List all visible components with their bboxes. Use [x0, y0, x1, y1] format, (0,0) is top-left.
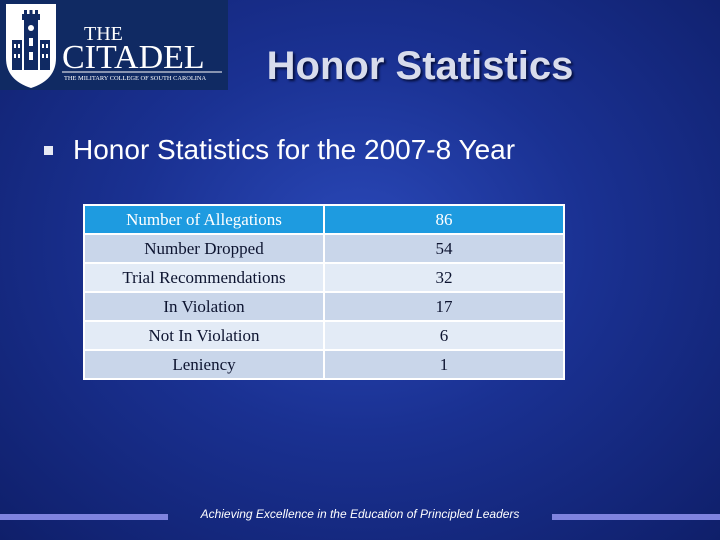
bullet-text: Honor Statistics for the 2007-8 Year — [73, 134, 516, 165]
footer-bar-right — [552, 514, 720, 520]
logo-tagline-text: THE MILITARY COLLEGE OF SOUTH CAROLINA — [64, 75, 207, 82]
stat-label: Trial Recommendations — [84, 263, 324, 292]
citadel-logo — [0, 0, 228, 90]
stat-value: 1 — [324, 350, 564, 379]
stat-value: 17 — [324, 292, 564, 321]
footer-bar-left — [0, 514, 168, 520]
honor-statistics-table — [83, 204, 565, 380]
table-row — [84, 321, 564, 350]
stat-label: In Violation — [84, 292, 324, 321]
stat-label: Number of Allegations — [84, 205, 324, 234]
logo-the-text: THE — [84, 23, 123, 45]
footer-text: Achieving Excellence in the Education of Principled Leaders — [200, 507, 520, 521]
stat-label: Leniency — [84, 350, 324, 379]
stat-label: Not In Violation — [84, 321, 324, 350]
table-row — [84, 350, 564, 379]
bullet-item — [44, 132, 515, 168]
logo-citadel-text: CITADEL — [62, 39, 205, 76]
stat-value: 86 — [324, 205, 564, 234]
square-bullet-icon — [44, 146, 53, 155]
table-row — [84, 292, 564, 321]
stat-label: Number Dropped — [84, 234, 324, 263]
slide-title: Honor Statistics — [266, 44, 574, 88]
table-row — [84, 263, 564, 292]
stat-value: 32 — [324, 263, 564, 292]
stat-value: 6 — [324, 321, 564, 350]
stat-value: 54 — [324, 234, 564, 263]
table-row — [84, 234, 564, 263]
citadel-tower-icon — [0, 0, 228, 90]
table-row — [84, 205, 564, 234]
